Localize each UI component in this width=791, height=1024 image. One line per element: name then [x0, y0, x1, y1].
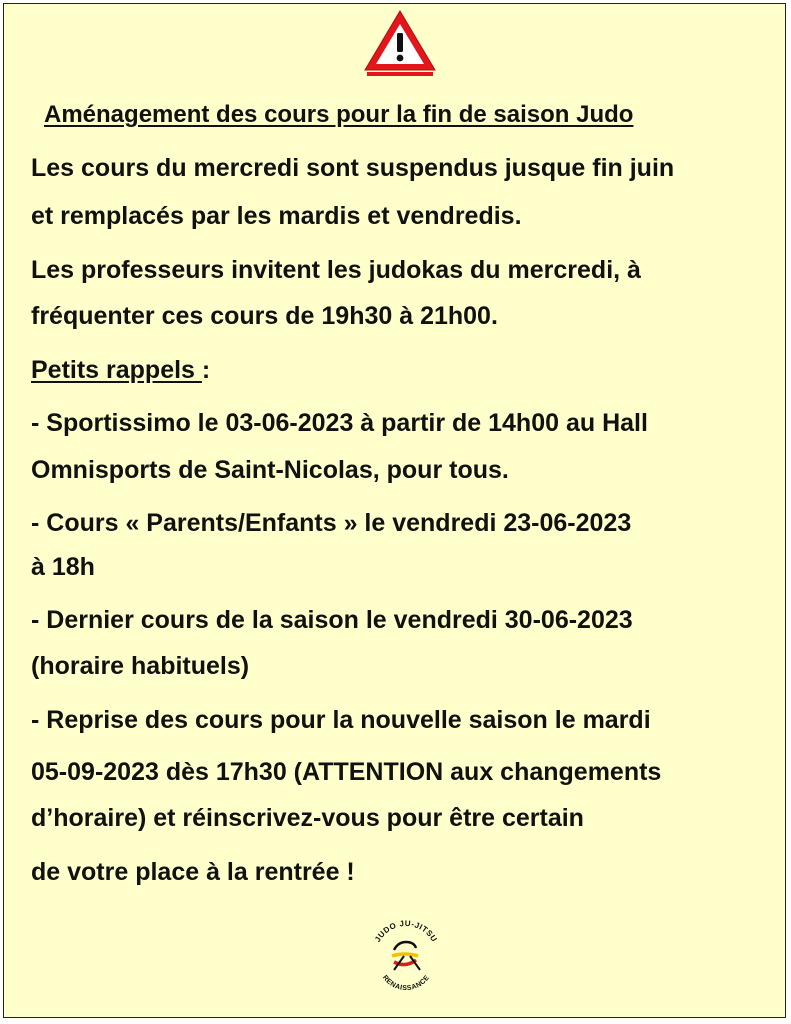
svg-text:RENAISSANCE: [381, 974, 431, 992]
reminder-line: d’horaire) et réinscrivez-vous pour être certain: [31, 804, 584, 832]
reminder-line: - Reprise des cours pour la nouvelle saison le mardi: [31, 706, 651, 734]
reminder-line: - Sportissimo le 03-06-2023 à partir de 14h00 au Hall: [31, 409, 648, 437]
notice-title: Aménagement des cours pour la fin de saison Judo: [44, 101, 634, 128]
logo-bottom-text: RENAISSANCE: [380, 974, 432, 993]
reminder-line: 05-09-2023 dès 17h30 (ATTENTION aux changements: [31, 758, 662, 786]
logo-top-text: JUDO JU-JITSU: [373, 918, 439, 944]
notice-page: [3, 3, 786, 1018]
reminders-heading-text: Petits rappels: [31, 356, 202, 384]
warning-icon: [362, 8, 438, 78]
reminder-line: - Dernier cours de la saison le vendredi 30-06-2023: [31, 606, 633, 634]
reminder-line: - Cours « Parents/Enfants » le vendredi 23-06-2023: [31, 509, 632, 537]
reminders-heading: [31, 354, 210, 386]
notice-line: fréquenter ces cours de 19h30 à 21h00.: [31, 302, 498, 330]
notice-line: Les cours du mercredi sont suspendus jusque fin juin: [31, 154, 675, 182]
reminder-line: de votre place à la rentrée !: [31, 858, 355, 886]
reminder-line: à 18h: [31, 553, 95, 581]
club-logo: [364, 912, 448, 996]
notice-line: Les professeurs invitent les judokas du mercredi, à: [31, 256, 641, 284]
reminder-line: Omnisports de Saint-Nicolas, pour tous.: [31, 456, 509, 484]
notice-line: et remplacés par les mardis et vendredis.: [31, 202, 522, 230]
svg-text:JUDO JU-JITSU: [373, 919, 439, 944]
reminder-line: (horaire habituels): [31, 652, 250, 680]
reminders-heading-colon: :: [201, 356, 211, 384]
